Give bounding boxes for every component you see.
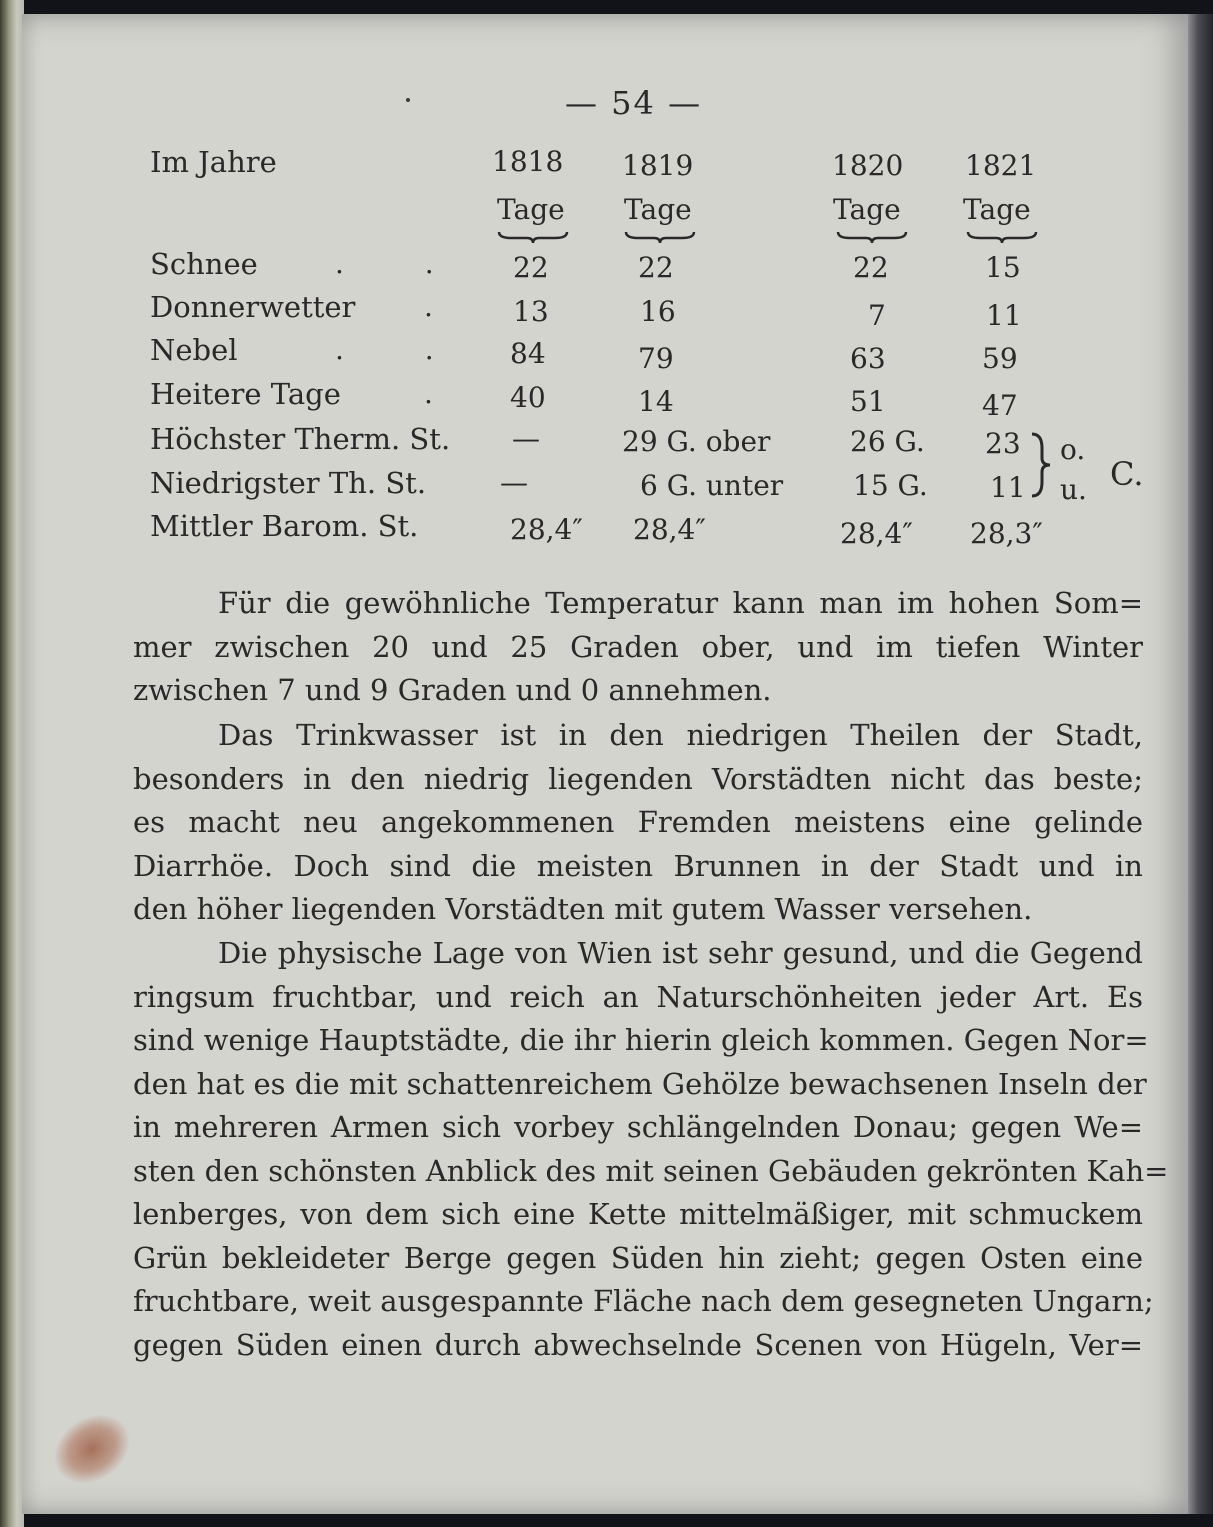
- cell-heitere-1820: 51: [850, 385, 886, 418]
- cell-schnee-1819: 22: [638, 251, 674, 284]
- row-label-heitere-tage: Heitere Tage: [150, 377, 341, 411]
- paragraph-line: sten den schönsten Anblick des mit seinen Gebäuden gekrönten Kah=: [133, 1153, 1169, 1188]
- cell-niedrigster-1820: 15 G.: [853, 469, 928, 502]
- cell-nebel-1819: 79: [638, 342, 674, 375]
- brace-label-lower: u.: [1060, 473, 1087, 506]
- unit-label-1820: Tage: [833, 193, 901, 226]
- curly-brace-icon: [1030, 430, 1052, 500]
- cell-schnee-1818: 22: [513, 251, 549, 284]
- cell-schnee-1821: 15: [985, 251, 1021, 284]
- row-label-niedrigster: Niedrigster Th. St.: [150, 466, 427, 500]
- brace-label-upper: o.: [1060, 433, 1086, 466]
- cell-mittler-1821: 28,3″: [970, 517, 1043, 550]
- unit-label-1821: Tage: [963, 193, 1031, 226]
- cell-heitere-1819: 14: [638, 385, 674, 418]
- paragraph-line: besonders in den niedrig liegenden Vorstädten nicht das beste;: [133, 761, 1143, 796]
- paragraph-line: zwischen 7 und 9 Graden und 0 annehmen.: [133, 673, 772, 707]
- paragraph-line: in mehreren Armen sich vorbey schlängelnden Donau; gegen We=: [133, 1110, 1143, 1144]
- paragraph-temperature: [133, 582, 1143, 713]
- brace-label-side: C.: [1110, 455, 1144, 493]
- cell-donnerwetter-1821: 11: [986, 299, 1022, 332]
- paragraph-line: Die physische Lage von Wien ist sehr gesund, und die Gegend: [218, 936, 1143, 970]
- year-1821: 1821: [965, 149, 1037, 182]
- paragraph-line: Diarrhöe. Doch sind die meisten Brunnen in der Stadt und in: [133, 848, 1143, 883]
- page-edge-left: [0, 0, 24, 1527]
- cell-mittler-1820: 28,4″: [840, 517, 913, 550]
- cell-schnee-1820: 22: [853, 251, 889, 284]
- cell-hoechster-1819: 29 G. ober: [622, 425, 771, 458]
- paragraph-line: Grün bekleideter Berge gegen Süden hin zieht; gegen Osten eine: [133, 1240, 1143, 1275]
- row-dots-donnerwetter: .: [424, 290, 433, 323]
- page-number: — 54 —: [565, 84, 703, 122]
- paragraph-line: ringsum fruchtbar, und reich an Naturschönheiten jeder Art. Es: [133, 979, 1143, 1014]
- under-brace-1821: [966, 230, 1038, 242]
- cell-hoechster-1821: 23: [985, 427, 1021, 460]
- paragraph-line: mer zwischen 20 und 25 Graden ober, und im tiefen Winter: [133, 629, 1143, 664]
- cell-donnerwetter-1820: 7: [868, 299, 886, 332]
- page-edge-right: [1188, 14, 1213, 1514]
- under-brace-1818: [497, 230, 569, 242]
- row-label-donnerwetter: Donnerwetter: [150, 290, 356, 324]
- cell-hoechster-1820: 26 G.: [850, 425, 925, 458]
- paragraph-line: es macht neu angekommenen Fremden meistens eine gelinde: [133, 805, 1143, 839]
- cell-niedrigster-1821: 11: [990, 471, 1026, 504]
- year-1820: 1820: [832, 149, 904, 182]
- table-header-label: Im Jahre: [150, 145, 277, 179]
- cell-mittler-1819: 28,4″: [633, 513, 706, 546]
- row-label-nebel: Nebel: [150, 333, 238, 367]
- cell-nebel-1818: 84: [510, 337, 546, 370]
- row-label-hoechster: Höchster Therm. St.: [150, 422, 451, 456]
- under-brace-1819: [624, 230, 696, 242]
- ink-speck: [406, 98, 410, 102]
- cell-nebel-1821: 59: [982, 342, 1018, 375]
- paragraph-line: lenberges, von dem sich eine Kette mittelmäßiger, mit schmuckem: [133, 1197, 1143, 1231]
- under-brace-1820: [836, 230, 908, 242]
- row-label-mittler: Mittler Barom. St.: [150, 509, 419, 543]
- paragraph-line: Für die gewöhnliche Temperatur kann man im hohen Som=: [218, 586, 1143, 620]
- cell-niedrigster-1818: —: [500, 466, 528, 499]
- row-dots-schnee: . .: [335, 247, 470, 280]
- paragraph-line: den höher liegenden Vorstädten mit gutem Wasser versehen.: [133, 892, 1033, 926]
- cell-hoechster-1818: —: [512, 422, 540, 455]
- paragraph-physical-location: [133, 932, 1169, 1367]
- row-dots-nebel: . .: [335, 333, 470, 366]
- cell-donnerwetter-1819: 16: [640, 295, 676, 328]
- paragraph-line: gegen Süden einen durch abwechselnde Scenen von Hügeln, Ver=: [133, 1327, 1143, 1362]
- paragraph-drinking-water: [133, 714, 1143, 932]
- row-label-schnee: Schnee: [150, 247, 258, 281]
- paragraph-line: fruchtbare, weit ausgespannte Fläche nach dem gesegneten Ungarn;: [133, 1284, 1154, 1318]
- year-1819: 1819: [622, 149, 694, 182]
- cell-mittler-1818: 28,4″: [510, 513, 583, 546]
- paragraph-line: Das Trinkwasser ist in den niedrigen Theilen der Stadt,: [218, 718, 1143, 752]
- cell-heitere-1821: 47: [982, 389, 1018, 422]
- cell-donnerwetter-1818: 13: [513, 295, 549, 328]
- paragraph-line: sind wenige Hauptstädte, die ihr hierin gleich kommen. Gegen Nor=: [133, 1023, 1149, 1057]
- paragraph-line: den hat es die mit schattenreichem Gehölze bewachsenen Inseln der: [133, 1066, 1147, 1101]
- row-dots-heitere-tage: .: [424, 377, 433, 410]
- unit-label-1819: Tage: [624, 193, 692, 226]
- cell-niedrigster-1819: 6 G. unter: [640, 469, 784, 502]
- cell-heitere-1818: 40: [510, 381, 546, 414]
- year-1818: 1818: [492, 145, 564, 178]
- unit-label-1818: Tage: [497, 193, 565, 226]
- cell-nebel-1820: 63: [850, 342, 886, 375]
